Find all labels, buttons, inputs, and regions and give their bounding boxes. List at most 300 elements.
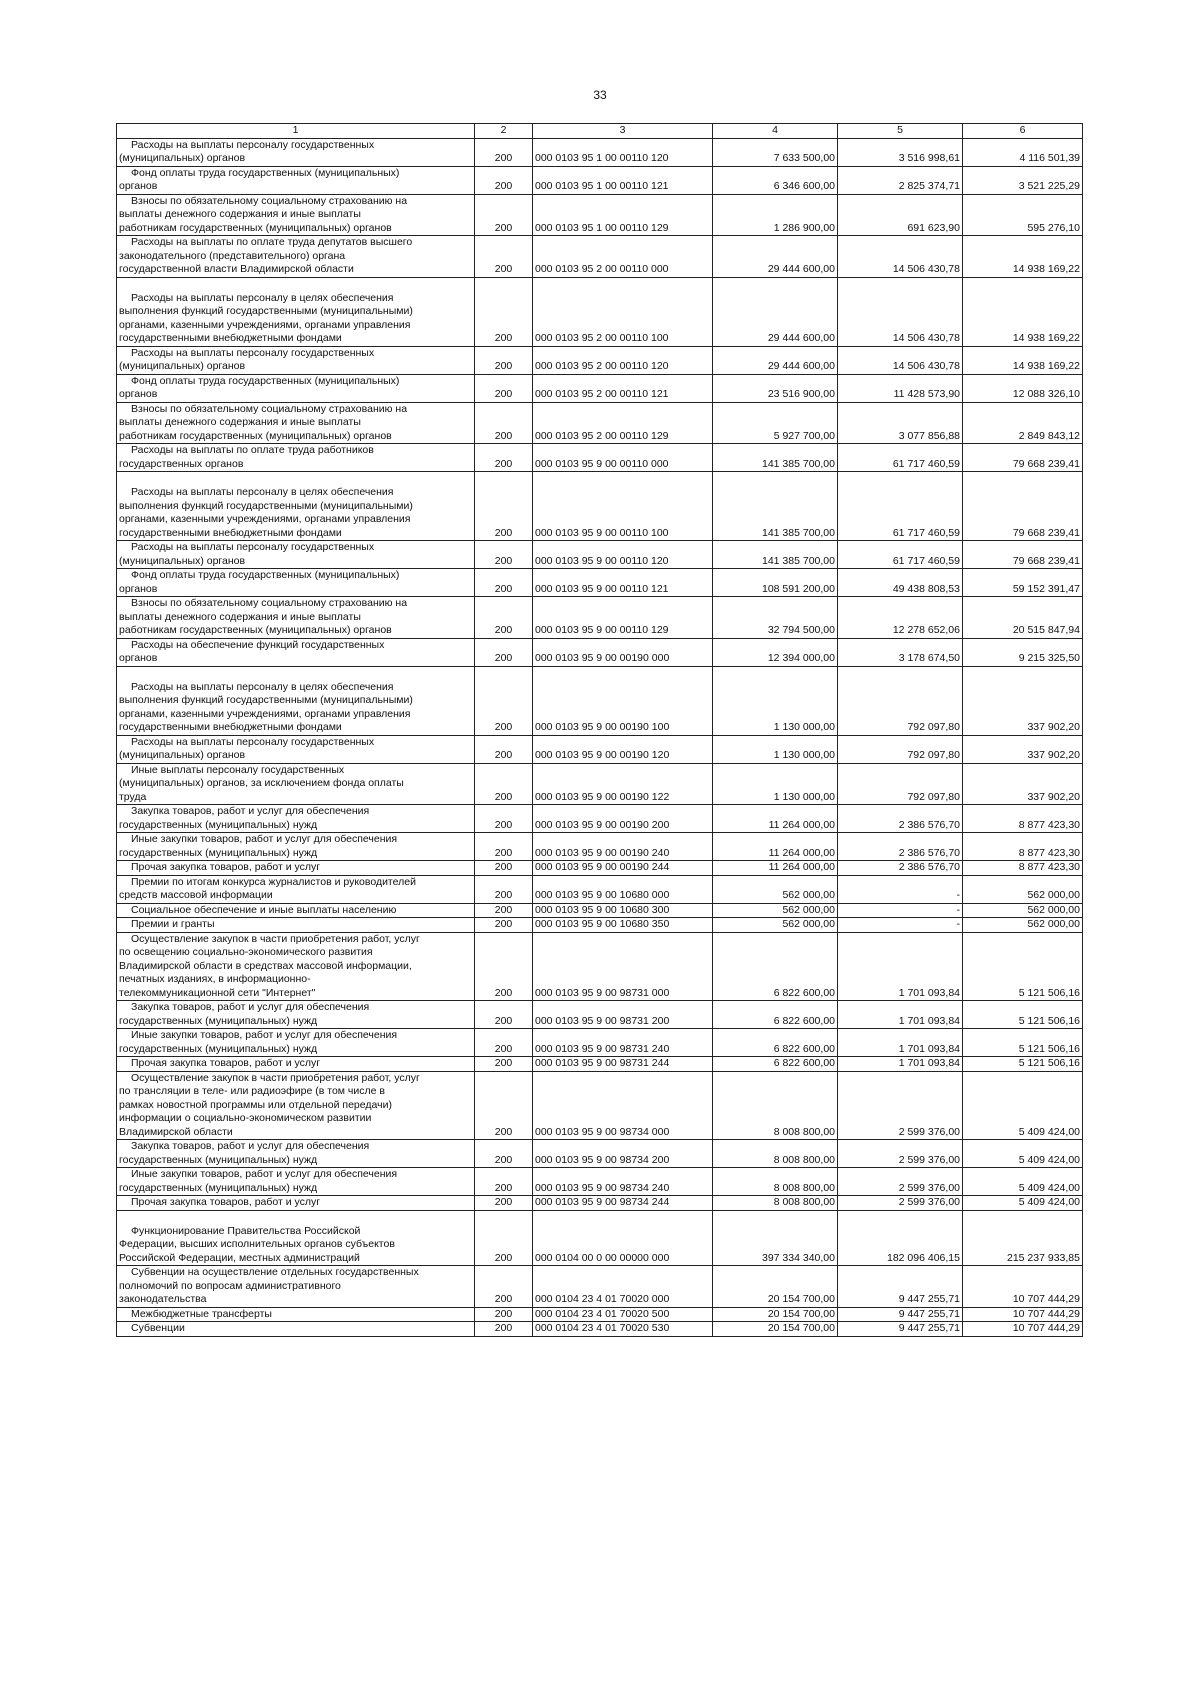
row-name-line: Премии по итогам конкурса журналистов и руководителей xyxy=(131,875,416,888)
row-name-line: Расходы на выплаты по оплате труда депутатов высшего xyxy=(131,236,413,248)
remaining-amount-cell: 562 000,00 xyxy=(963,903,1083,918)
row-name-line: органов xyxy=(119,388,158,400)
column-header: 4 xyxy=(713,124,838,139)
group-code-cell: 200 xyxy=(475,1140,533,1168)
approved-amount-cell: 6 822 600,00 xyxy=(713,1001,838,1029)
table-row xyxy=(117,735,1083,763)
approved-amount-cell: 562 000,00 xyxy=(713,875,838,903)
remaining-amount-cell: 337 902,20 xyxy=(963,735,1083,763)
group-code-cell: 200 xyxy=(475,932,533,1001)
remaining-amount-cell: 337 902,20 xyxy=(963,666,1083,735)
executed-amount-cell: 691 623,90 xyxy=(838,194,963,236)
row-name-cell xyxy=(117,402,475,444)
budget-code-cell: 000 0104 00 0 00 00000 000 xyxy=(533,1210,713,1266)
budget-code-cell: 000 0103 95 9 00 00110 121 xyxy=(533,569,713,597)
row-name-line: работникам государственных (муниципальных) органов xyxy=(119,221,392,234)
approved-amount-cell: 8 008 800,00 xyxy=(713,1168,838,1196)
row-name-line: труда xyxy=(119,790,147,803)
row-name-line: средств массовой информации xyxy=(119,889,273,901)
budget-code-cell: 000 0103 95 9 00 00190 100 xyxy=(533,666,713,735)
remaining-amount-cell: 337 902,20 xyxy=(963,763,1083,805)
group-code-cell: 200 xyxy=(475,444,533,472)
group-code-cell: 200 xyxy=(475,374,533,402)
row-name-line: Расходы на выплаты персоналу в целях обеспечения xyxy=(131,486,394,498)
table-row xyxy=(117,1029,1083,1057)
row-name-line: Иные закупки товаров, работ и услуг для обеспечения xyxy=(131,833,398,845)
row-name-line: по трансляции в теле- или радиоэфире (в том числе в xyxy=(119,1085,385,1097)
group-code-cell: 200 xyxy=(475,569,533,597)
row-name-line: государственных (муниципальных) нужд xyxy=(119,818,318,831)
row-name-cell xyxy=(117,805,475,833)
row-name-cell xyxy=(117,444,475,472)
executed-amount-cell: 2 825 374,71 xyxy=(838,166,963,194)
column-header: 5 xyxy=(838,124,963,139)
approved-amount-cell: 7 633 500,00 xyxy=(713,138,838,166)
group-code-cell: 200 xyxy=(475,1210,533,1266)
table-row xyxy=(117,346,1083,374)
row-name-cell xyxy=(117,875,475,903)
budget-code-cell: 000 0103 95 1 00 00110 121 xyxy=(533,166,713,194)
row-name-line: органами, казенными учреждениями, органами управления xyxy=(119,318,411,331)
executed-amount-cell: 2 386 576,70 xyxy=(838,833,963,861)
row-name-line: законодательства xyxy=(119,1293,207,1305)
executed-amount-cell: 792 097,80 xyxy=(838,763,963,805)
row-spacer xyxy=(119,472,472,486)
table-row xyxy=(117,569,1083,597)
row-name-cell xyxy=(117,1168,475,1196)
executed-amount-cell: 61 717 460,59 xyxy=(838,541,963,569)
budget-code-cell: 000 0103 95 9 00 00190 200 xyxy=(533,805,713,833)
executed-amount-cell: 182 096 406,15 xyxy=(838,1210,963,1266)
row-name-line: (муниципальных) органов xyxy=(119,360,246,372)
table-header-row xyxy=(117,124,1083,139)
budget-code-cell: 000 0103 95 9 00 00190 122 xyxy=(533,763,713,805)
row-name-line: Закупка товаров, работ и услуг для обеспечения xyxy=(131,805,370,817)
budget-code-cell: 000 0104 23 4 01 70020 530 xyxy=(533,1322,713,1337)
row-name-line: выполнения функций государственными (муниципальными) xyxy=(119,694,413,706)
executed-amount-cell: 2 599 376,00 xyxy=(838,1168,963,1196)
approved-amount-cell: 141 385 700,00 xyxy=(713,472,838,541)
approved-amount-cell: 23 516 900,00 xyxy=(713,374,838,402)
remaining-amount-cell: 5 121 506,16 xyxy=(963,1029,1083,1057)
budget-code-cell: 000 0103 95 9 00 10680 000 xyxy=(533,875,713,903)
table-body xyxy=(117,138,1083,1336)
row-name-cell xyxy=(117,472,475,541)
remaining-amount-cell: 5 409 424,00 xyxy=(963,1071,1083,1140)
approved-amount-cell: 6 822 600,00 xyxy=(713,1057,838,1072)
row-name-cell xyxy=(117,861,475,876)
row-name-line: Субвенции на осуществление отдельных государственных xyxy=(131,1266,419,1278)
group-code-cell: 200 xyxy=(475,903,533,918)
row-name-line: государственных (муниципальных) нужд xyxy=(119,1042,318,1055)
row-name-cell xyxy=(117,932,475,1001)
table-row xyxy=(117,277,1083,346)
row-name-line: государственной власти Владимирской области xyxy=(119,263,354,275)
row-name-line: Взносы по обязательному социальному страхованию на xyxy=(131,402,408,415)
remaining-amount-cell: 4 116 501,39 xyxy=(963,138,1083,166)
approved-amount-cell: 29 444 600,00 xyxy=(713,236,838,278)
row-name-line: Расходы на выплаты персоналу государственных xyxy=(131,735,375,748)
group-code-cell: 200 xyxy=(475,194,533,236)
row-name-line: Премии и гранты xyxy=(131,918,215,930)
row-name-cell xyxy=(117,1057,475,1072)
row-name-line: Иные выплаты персоналу государственных xyxy=(131,763,345,776)
row-name-line: печатных изданиях, в информационно- xyxy=(119,973,311,985)
row-name-line: Осуществление закупок в части приобретения работ, услуг xyxy=(131,1071,420,1084)
approved-amount-cell: 141 385 700,00 xyxy=(713,541,838,569)
row-name-cell xyxy=(117,735,475,763)
group-code-cell: 200 xyxy=(475,541,533,569)
group-code-cell: 200 xyxy=(475,638,533,666)
budget-code-cell: 000 0103 95 9 00 00110 120 xyxy=(533,541,713,569)
row-name-line: Расходы на выплаты персоналу государственных xyxy=(131,346,375,359)
executed-amount-cell: - xyxy=(838,875,963,903)
row-name-cell xyxy=(117,1140,475,1168)
row-spacer xyxy=(119,278,472,292)
budget-code-cell: 000 0103 95 2 00 00110 129 xyxy=(533,402,713,444)
executed-amount-cell: 1 701 093,84 xyxy=(838,1057,963,1072)
budget-code-cell: 000 0103 95 9 00 98731 240 xyxy=(533,1029,713,1057)
row-name-line: Расходы на выплаты персоналу государственных xyxy=(131,541,375,553)
remaining-amount-cell: 12 088 326,10 xyxy=(963,374,1083,402)
budget-code-cell: 000 0104 23 4 01 70020 000 xyxy=(533,1266,713,1308)
row-name-line: (муниципальных) органов xyxy=(119,554,246,567)
executed-amount-cell: 3 178 674,50 xyxy=(838,638,963,666)
row-name-line: Расходы на обеспечение функций государственных xyxy=(131,638,385,651)
remaining-amount-cell: 5 409 424,00 xyxy=(963,1140,1083,1168)
row-name-line: Фонд оплаты труда государственных (муниципальных) xyxy=(131,374,400,387)
remaining-amount-cell: 2 849 843,12 xyxy=(963,402,1083,444)
executed-amount-cell: 2 599 376,00 xyxy=(838,1196,963,1211)
remaining-amount-cell: 5 121 506,16 xyxy=(963,1001,1083,1029)
group-code-cell: 200 xyxy=(475,597,533,639)
group-code-cell: 200 xyxy=(475,666,533,735)
row-name-line: государственных (муниципальных) нужд xyxy=(119,1014,318,1027)
row-name-line: органов xyxy=(119,652,158,664)
executed-amount-cell: 3 516 998,61 xyxy=(838,138,963,166)
remaining-amount-cell: 10 707 444,29 xyxy=(963,1322,1083,1337)
remaining-amount-cell: 562 000,00 xyxy=(963,918,1083,933)
row-name-cell xyxy=(117,138,475,166)
group-code-cell: 200 xyxy=(475,166,533,194)
table-row xyxy=(117,918,1083,933)
remaining-amount-cell: 14 938 169,22 xyxy=(963,277,1083,346)
group-code-cell: 200 xyxy=(475,735,533,763)
table-row xyxy=(117,1140,1083,1168)
row-name-line: Расходы на выплаты персоналу в целях обеспечения xyxy=(131,291,394,304)
budget-code-cell: 000 0103 95 9 00 00190 000 xyxy=(533,638,713,666)
row-name-line: выполнения функций государственными (муниципальными) xyxy=(119,305,413,317)
table-row xyxy=(117,833,1083,861)
budget-code-cell: 000 0103 95 9 00 00110 129 xyxy=(533,597,713,639)
row-spacer xyxy=(119,1211,472,1225)
remaining-amount-cell: 79 668 239,41 xyxy=(963,472,1083,541)
executed-amount-cell: 3 077 856,88 xyxy=(838,402,963,444)
group-code-cell: 200 xyxy=(475,402,533,444)
executed-amount-cell: 9 447 255,71 xyxy=(838,1266,963,1308)
remaining-amount-cell: 8 877 423,30 xyxy=(963,805,1083,833)
row-name-line: Расходы на выплаты персоналу в целях обеспечения xyxy=(131,680,394,693)
approved-amount-cell: 11 264 000,00 xyxy=(713,805,838,833)
executed-amount-cell: 1 701 093,84 xyxy=(838,1001,963,1029)
executed-amount-cell: 2 599 376,00 xyxy=(838,1140,963,1168)
remaining-amount-cell: 14 938 169,22 xyxy=(963,236,1083,278)
row-name-line: (муниципальных) органов, за исключением фонда оплаты xyxy=(119,777,404,789)
budget-code-cell: 000 0103 95 9 00 98731 000 xyxy=(533,932,713,1001)
executed-amount-cell: 11 428 573,90 xyxy=(838,374,963,402)
table-row xyxy=(117,138,1083,166)
row-name-line: государственных органов xyxy=(119,457,244,470)
executed-amount-cell: 2 386 576,70 xyxy=(838,861,963,876)
row-name-line: Иные закупки товаров, работ и услуг для обеспечения xyxy=(131,1029,398,1041)
table-row xyxy=(117,194,1083,236)
group-code-cell: 200 xyxy=(475,918,533,933)
row-name-line: государственными внебюджетными фондами xyxy=(119,332,342,344)
remaining-amount-cell: 5 409 424,00 xyxy=(963,1196,1083,1211)
row-name-line: органов xyxy=(119,582,158,595)
row-name-cell xyxy=(117,597,475,639)
table-row xyxy=(117,638,1083,666)
column-header: 1 xyxy=(117,124,475,139)
group-code-cell: 200 xyxy=(475,1071,533,1140)
group-code-cell: 200 xyxy=(475,861,533,876)
table-row xyxy=(117,903,1083,918)
remaining-amount-cell: 5 409 424,00 xyxy=(963,1168,1083,1196)
executed-amount-cell: 12 278 652,06 xyxy=(838,597,963,639)
row-name-line: государственными внебюджетными фондами xyxy=(119,721,342,733)
budget-table xyxy=(116,123,1083,1337)
executed-amount-cell: 1 701 093,84 xyxy=(838,932,963,1001)
approved-amount-cell: 1 286 900,00 xyxy=(713,194,838,236)
executed-amount-cell: 2 386 576,70 xyxy=(838,805,963,833)
table-row xyxy=(117,666,1083,735)
approved-amount-cell: 5 927 700,00 xyxy=(713,402,838,444)
remaining-amount-cell: 8 877 423,30 xyxy=(963,861,1083,876)
row-name-line: Прочая закупка товаров, работ и услуг xyxy=(131,1196,321,1208)
approved-amount-cell: 11 264 000,00 xyxy=(713,861,838,876)
row-name-cell xyxy=(117,194,475,236)
remaining-amount-cell: 10 707 444,29 xyxy=(963,1266,1083,1308)
budget-code-cell: 000 0103 95 2 00 00110 100 xyxy=(533,277,713,346)
approved-amount-cell: 562 000,00 xyxy=(713,903,838,918)
row-name-line: государственных (муниципальных) нужд xyxy=(119,1181,318,1194)
row-name-line: информации о социально-экономическом развитии xyxy=(119,1112,372,1124)
table-row xyxy=(117,1001,1083,1029)
approved-amount-cell: 20 154 700,00 xyxy=(713,1266,838,1308)
table-row xyxy=(117,1322,1083,1337)
row-name-line: Взносы по обязательному социальному страхованию на xyxy=(131,194,408,207)
row-name-line: законодательного (представительного) органа xyxy=(119,249,346,262)
row-name-line: Расходы на выплаты персоналу государственных xyxy=(131,138,375,151)
executed-amount-cell: 14 506 430,78 xyxy=(838,346,963,374)
table-row xyxy=(117,1307,1083,1322)
approved-amount-cell: 1 130 000,00 xyxy=(713,763,838,805)
budget-code-cell: 000 0103 95 9 00 98734 240 xyxy=(533,1168,713,1196)
budget-code-cell: 000 0103 95 9 00 10680 300 xyxy=(533,903,713,918)
table-row xyxy=(117,1168,1083,1196)
executed-amount-cell: 2 599 376,00 xyxy=(838,1071,963,1140)
row-name-line: Закупка товаров, работ и услуг для обеспечения xyxy=(131,1001,370,1013)
table-row xyxy=(117,166,1083,194)
table-row xyxy=(117,402,1083,444)
remaining-amount-cell: 14 938 169,22 xyxy=(963,346,1083,374)
row-name-cell xyxy=(117,236,475,278)
approved-amount-cell: 6 822 600,00 xyxy=(713,1029,838,1057)
table-row xyxy=(117,541,1083,569)
group-code-cell: 200 xyxy=(475,1029,533,1057)
group-code-cell: 200 xyxy=(475,277,533,346)
group-code-cell: 200 xyxy=(475,472,533,541)
row-name-line: выплаты денежного содержания и иные выплаты xyxy=(119,208,361,220)
approved-amount-cell: 562 000,00 xyxy=(713,918,838,933)
table-row xyxy=(117,444,1083,472)
approved-amount-cell: 32 794 500,00 xyxy=(713,597,838,639)
approved-amount-cell: 29 444 600,00 xyxy=(713,277,838,346)
row-name-line: Функционирование Правительства Российской xyxy=(131,1224,361,1237)
column-header: 2 xyxy=(475,124,533,139)
remaining-amount-cell: 10 707 444,29 xyxy=(963,1307,1083,1322)
group-code-cell: 200 xyxy=(475,1168,533,1196)
executed-amount-cell: 792 097,80 xyxy=(838,666,963,735)
budget-code-cell: 000 0103 95 9 00 98734 200 xyxy=(533,1140,713,1168)
budget-code-cell: 000 0104 23 4 01 70020 500 xyxy=(533,1307,713,1322)
table-row xyxy=(117,763,1083,805)
row-name-line: Социальное обеспечение и иные выплаты населению xyxy=(131,903,397,916)
group-code-cell: 200 xyxy=(475,138,533,166)
row-name-cell xyxy=(117,918,475,933)
executed-amount-cell: 61 717 460,59 xyxy=(838,472,963,541)
approved-amount-cell: 397 334 340,00 xyxy=(713,1210,838,1266)
row-name-cell xyxy=(117,1266,475,1308)
column-header: 6 xyxy=(963,124,1083,139)
remaining-amount-cell: 79 668 239,41 xyxy=(963,444,1083,472)
group-code-cell: 200 xyxy=(475,805,533,833)
row-name-line: Межбюджетные трансферты xyxy=(131,1307,272,1320)
budget-code-cell: 000 0103 95 9 00 10680 350 xyxy=(533,918,713,933)
approved-amount-cell: 20 154 700,00 xyxy=(713,1307,838,1322)
table-row xyxy=(117,374,1083,402)
row-name-cell xyxy=(117,1210,475,1266)
table-row xyxy=(117,236,1083,278)
row-name-line: Федерации, высших исполнительных органов субъектов xyxy=(119,1238,395,1250)
row-name-line: Иные закупки товаров, работ и услуг для обеспечения xyxy=(131,1168,398,1180)
approved-amount-cell: 6 822 600,00 xyxy=(713,932,838,1001)
row-name-line: Владимирской области в средствах массовой информации, xyxy=(119,959,412,972)
row-name-line: органов xyxy=(119,180,158,192)
approved-amount-cell: 1 130 000,00 xyxy=(713,735,838,763)
executed-amount-cell: 9 447 255,71 xyxy=(838,1322,963,1337)
remaining-amount-cell: 595 276,10 xyxy=(963,194,1083,236)
budget-code-cell: 000 0103 95 1 00 00110 120 xyxy=(533,138,713,166)
row-name-cell xyxy=(117,374,475,402)
approved-amount-cell: 29 444 600,00 xyxy=(713,346,838,374)
group-code-cell: 200 xyxy=(475,1057,533,1072)
executed-amount-cell: 14 506 430,78 xyxy=(838,277,963,346)
row-name-cell xyxy=(117,569,475,597)
budget-code-cell: 000 0103 95 9 00 98731 200 xyxy=(533,1001,713,1029)
table-row xyxy=(117,1057,1083,1072)
row-name-line: органами, казенными учреждениями, органами управления xyxy=(119,707,411,720)
executed-amount-cell: 61 717 460,59 xyxy=(838,444,963,472)
approved-amount-cell: 6 346 600,00 xyxy=(713,166,838,194)
row-name-cell xyxy=(117,277,475,346)
remaining-amount-cell: 3 521 225,29 xyxy=(963,166,1083,194)
executed-amount-cell: 1 701 093,84 xyxy=(838,1029,963,1057)
row-name-line: Фонд оплаты труда государственных (муниципальных) xyxy=(131,166,400,179)
row-name-cell xyxy=(117,638,475,666)
remaining-amount-cell: 5 121 506,16 xyxy=(963,1057,1083,1072)
remaining-amount-cell: 562 000,00 xyxy=(963,875,1083,903)
group-code-cell: 200 xyxy=(475,1001,533,1029)
row-name-line: государственных (муниципальных) нужд xyxy=(119,846,318,859)
budget-code-cell: 000 0103 95 9 00 00190 240 xyxy=(533,833,713,861)
row-name-line: по освещению социально-экономического развития xyxy=(119,946,373,958)
group-code-cell: 200 xyxy=(475,875,533,903)
group-code-cell: 200 xyxy=(475,763,533,805)
approved-amount-cell: 8 008 800,00 xyxy=(713,1196,838,1211)
row-name-line: выполнения функций государственными (муниципальными) xyxy=(119,499,413,512)
budget-code-cell: 000 0103 95 9 00 00110 000 xyxy=(533,444,713,472)
row-name-line: телекоммуникационной сети "Интернет" xyxy=(119,986,316,999)
remaining-amount-cell: 5 121 506,16 xyxy=(963,932,1083,1001)
group-code-cell: 200 xyxy=(475,1307,533,1322)
row-name-cell xyxy=(117,1071,475,1140)
row-spacer xyxy=(119,667,472,681)
row-name-line: органами, казенными учреждениями, органами управления xyxy=(119,513,411,525)
page-number: 33 xyxy=(593,88,607,102)
approved-amount-cell: 141 385 700,00 xyxy=(713,444,838,472)
group-code-cell: 200 xyxy=(475,346,533,374)
budget-code-cell: 000 0103 95 9 00 98731 244 xyxy=(533,1057,713,1072)
row-name-line: выплаты денежного содержания и иные выплаты xyxy=(119,610,361,623)
remaining-amount-cell: 20 515 847,94 xyxy=(963,597,1083,639)
budget-code-cell: 000 0103 95 9 00 98734 000 xyxy=(533,1071,713,1140)
executed-amount-cell: 49 438 808,53 xyxy=(838,569,963,597)
row-name-line: полномочий по вопросам административного xyxy=(119,1279,341,1292)
group-code-cell: 200 xyxy=(475,833,533,861)
row-name-line: (муниципальных) органов xyxy=(119,749,246,761)
row-name-line: Прочая закупка товаров, работ и услуг xyxy=(131,1057,321,1069)
row-name-line: Субвенции xyxy=(131,1322,185,1334)
group-code-cell: 200 xyxy=(475,1196,533,1211)
row-name-cell xyxy=(117,763,475,805)
budget-code-cell: 000 0103 95 9 00 98734 244 xyxy=(533,1196,713,1211)
row-name-line: государственных (муниципальных) нужд xyxy=(119,1153,318,1166)
row-name-cell xyxy=(117,1307,475,1322)
row-name-line: Взносы по обязательному социальному страхованию на xyxy=(131,597,408,609)
row-name-line: работникам государственных (муниципальных) органов xyxy=(119,624,392,636)
group-code-cell: 200 xyxy=(475,1266,533,1308)
executed-amount-cell: 792 097,80 xyxy=(838,735,963,763)
table-row xyxy=(117,805,1083,833)
row-name-line: Расходы на выплаты по оплате труда работников xyxy=(131,444,374,456)
approved-amount-cell: 12 394 000,00 xyxy=(713,638,838,666)
row-name-line: Владимирской области xyxy=(119,1125,233,1138)
approved-amount-cell: 108 591 200,00 xyxy=(713,569,838,597)
table-row xyxy=(117,1266,1083,1308)
remaining-amount-cell: 215 237 933,85 xyxy=(963,1210,1083,1266)
budget-code-cell: 000 0103 95 9 00 00190 120 xyxy=(533,735,713,763)
row-name-line: (муниципальных) органов xyxy=(119,152,246,164)
budget-code-cell: 000 0103 95 2 00 00110 120 xyxy=(533,346,713,374)
remaining-amount-cell: 79 668 239,41 xyxy=(963,541,1083,569)
row-name-cell xyxy=(117,1029,475,1057)
row-name-cell xyxy=(117,1196,475,1211)
remaining-amount-cell: 8 877 423,30 xyxy=(963,833,1083,861)
row-name-cell xyxy=(117,903,475,918)
budget-code-cell: 000 0103 95 2 00 00110 121 xyxy=(533,374,713,402)
executed-amount-cell: 9 447 255,71 xyxy=(838,1307,963,1322)
